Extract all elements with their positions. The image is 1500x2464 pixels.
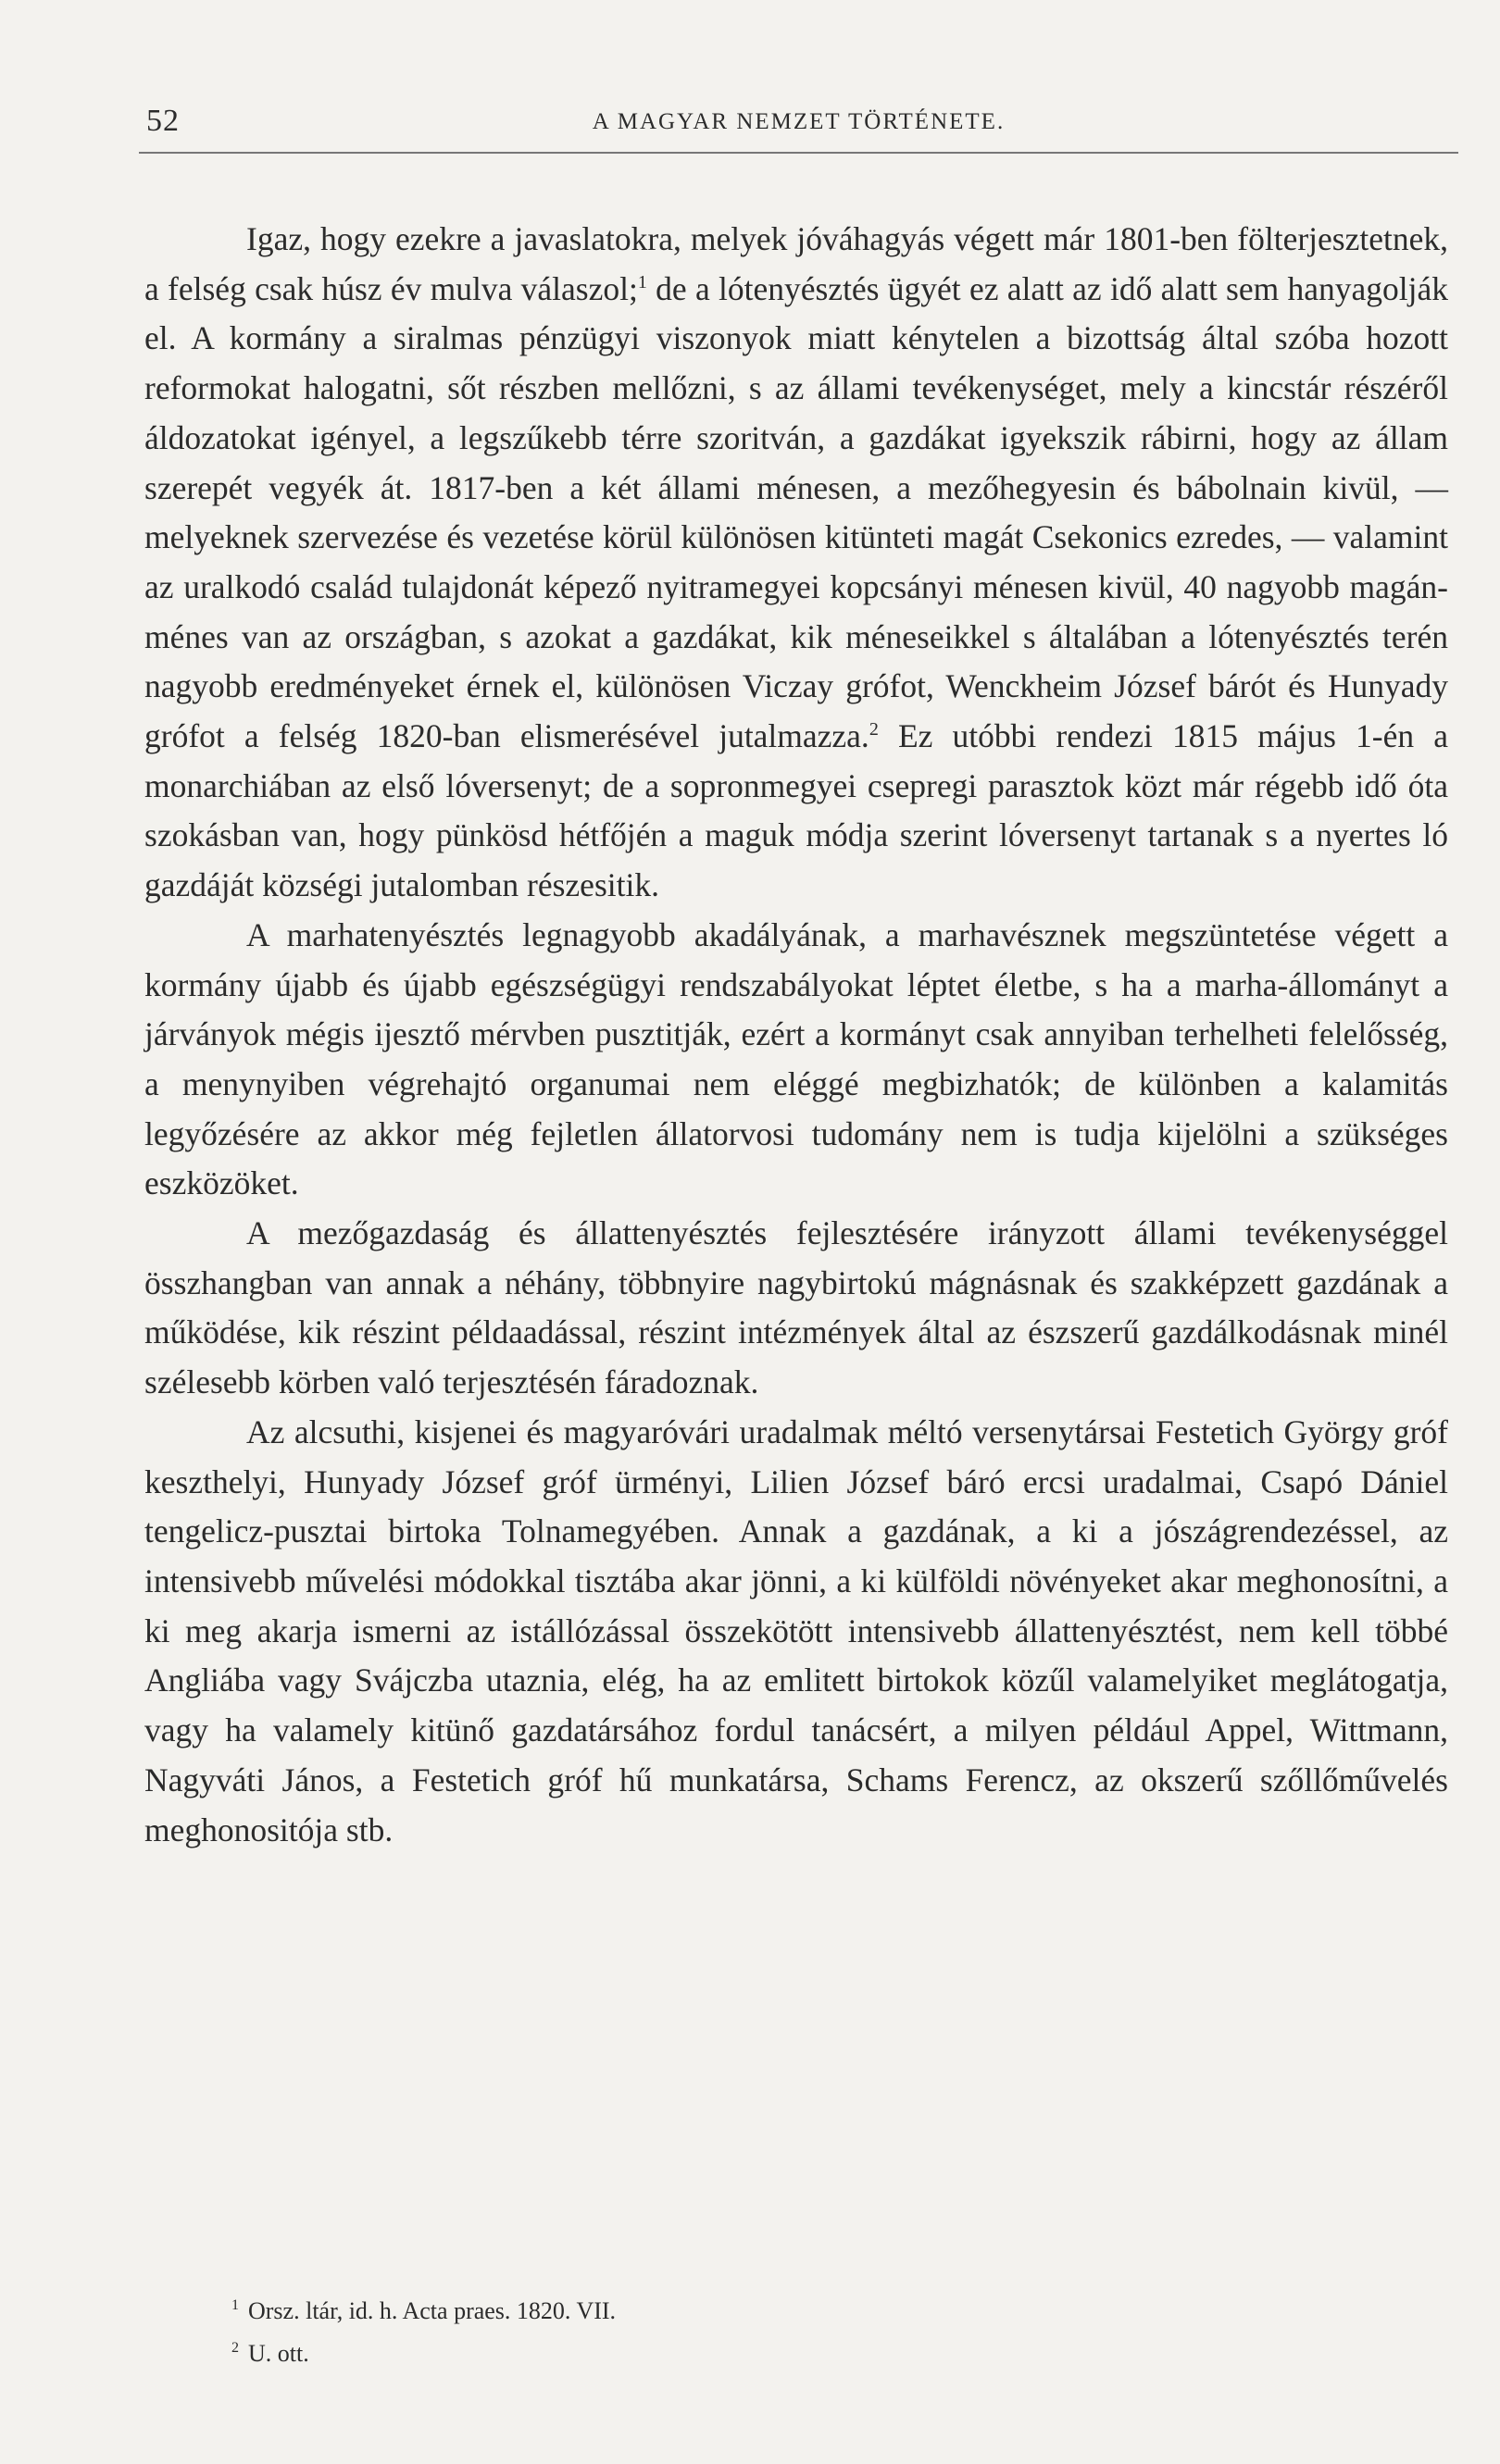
footnote-text: Orsz. ltár, id. h. Acta praes. 1820. VII.	[248, 2297, 617, 2324]
paragraph-text: de a lótenyésztés ügyét ez alatt az idő alatt sem hanyagolják el. A kormány a siralmas pénzügyi viszonyok miatt kénytelen a bizottság által szóba hozott reformokat halogatni, sőt részben mellőzni, s az állami tevékenységet, mely a kincstár részéről áldozatokat igényel, a legszűkebb térre szoritván, a gazdákat igyekszik rábirni, hogy az állam szerepét vegyék át. 1817-ben a két állami ménesen, a mezőhegyesin és bábolnain kivül, — melyeknek szervezése és vezetése körül különösen kitünteti magát Csekonics ezredes, — valamint az uralkodó család tulajdonát képező nyitramegyei kopcsányi ménesen kivül, 40 nagyobb magán-ménes van az országban, s azokat a gazdákat, kik méneseikkel s általában a lótenyésztés terén nagyobb eredményeket érnek el, különösen Viczay grófot, Wenckheim József bárót és Hunyady grófot a felség 1820-ban elismerésével jutalmazza.	[144, 269, 1448, 755]
footnote-text: U. ott.	[248, 2340, 309, 2367]
paragraph-text: Igaz, hogy ezekre a javaslatokra, melyek jóváhagyás végett már 1801-ben fölterjesztetnek, a felség csak húsz év mulva válaszol;	[144, 220, 1448, 307]
paragraph	[144, 1209, 1448, 1408]
page-number: 52	[146, 104, 180, 138]
paragraph	[144, 911, 1448, 1209]
paragraph-text: Az alcsuthi, kisjenei és magyaróvári uradalmak méltó versenytársai Festetich György gróf keszthelyi, Hunyady József gróf ürményi, Lilien József báró ercsi uradalmai, Csapó Dániel tengelicz-pusztai birtoka Tolnamegyében. Annak a gazdának, a ki a jószágrendezéssel, az intensivebb művelési módokkal tisztába akar jönni, a ki külföldi növényeket akar meghonosítni, a ki meg akarja ismerni az istállózással összekötött intensivebb állattenyésztést, nem kell többé Angliába vagy Svájczba utaznia, elég, ha az emlitett birtokok közűl valamelyiket meglátogatja, vagy ha valamely kitünő gazdatársához fordul tanácsért, a milyen például Appel, Wittmann, Nagyváti János, a Festetich gróf hű munkatársa, Schams Ferencz, az okszerű szőllőművelés meghonositója stb.	[144, 1412, 1448, 1848]
footnote-reference: 2	[869, 719, 879, 740]
footnote	[231, 2333, 1343, 2375]
paragraph-text: A marhatenyésztés legnagyobb akadályának, a marhavésznek megszüntetése végett a kormány újabb és újabb egészségügyi rendszabályokat léptet életbe, s ha a marha-állományt a járványok mégis ijesztő mérvben pusztitják, ezért a kormányt csak annyiban terhelheti felelősség, a menynyiben végrehajtó organumai nem eléggé megbizhatók; de különben a kalamitás legyőzésére az akkor még fejletlen állatorvosi tudomány nem is tudja kijelölni a szükséges eszközöket.	[144, 915, 1448, 1202]
body-text	[144, 215, 1448, 1855]
running-title: A MAGYAR NEMZET TÖRTÉNETE.	[592, 109, 1006, 134]
paragraph	[144, 215, 1448, 911]
footnote	[231, 2290, 1343, 2333]
footnote-mark: 2	[231, 2340, 239, 2357]
paragraph	[144, 1408, 1448, 1855]
footnote-reference: 1	[637, 271, 647, 292]
footnotes	[231, 2290, 1343, 2375]
paragraph-text: A mezőgazdaság és állattenyésztés fejlesztésére irányzott állami tevékenységgel összhangban van annak a néhány, többnyire nagybirtokú mágnásnak és szakképzett gazdának a működése, kik részint példaadással, részint intézmények által az észszerű gazdálkodásnak minél szélesebb körben való terjesztésén fáradoznak.	[144, 1214, 1448, 1401]
paragraph-text: Ez utóbbi rendezi 1815 május 1-én a monarchiában az első lóversenyt; de a sopronmegyei csepregi parasztok közt már régebb idő óta szokásban van, hogy pünkösd hétfőjén a maguk módja szerint lóversenyt tartanak s a nyertes ló gazdáját községi jutalomban részesitik.	[144, 717, 1448, 904]
page-header	[139, 100, 1458, 154]
footnote-mark: 1	[231, 2297, 239, 2314]
